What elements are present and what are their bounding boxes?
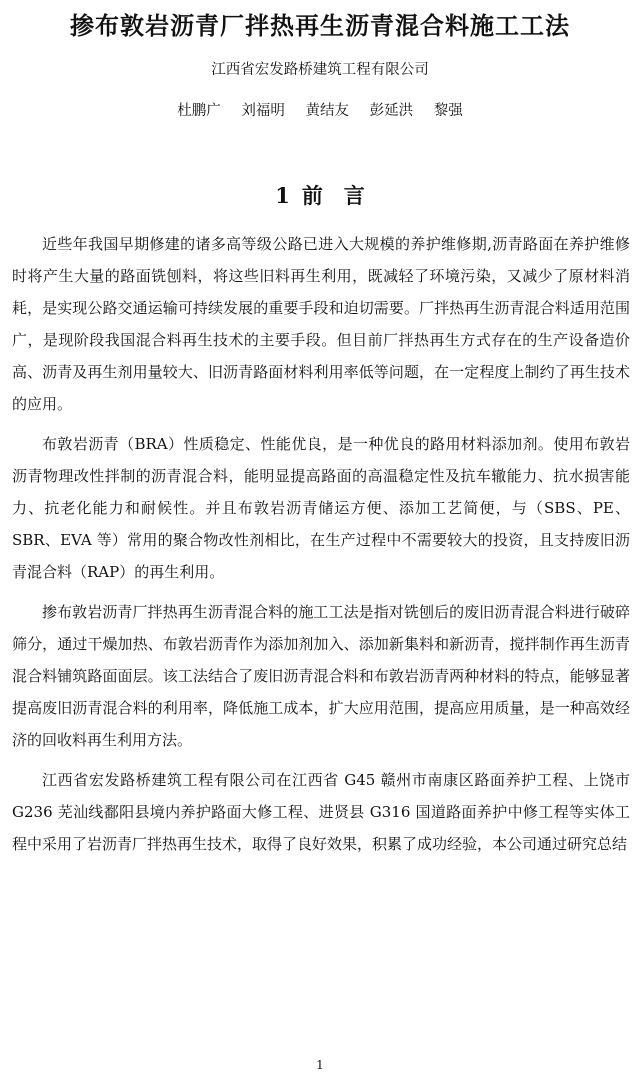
document-title: 掺布敦岩沥青厂拌热再生沥青混合料施工工法 [70, 11, 570, 40]
page-number: 1 [316, 1058, 324, 1072]
author: 杜鹏广 [177, 103, 221, 119]
body-text [12, 228, 630, 868]
author: 黄结友 [305, 103, 349, 119]
paragraph: 掺布敦岩沥青厂拌热再生沥青混合料的施工工法是指对铣刨后的废旧沥青混合料进行破碎筛分，通过干燥加热、布敦岩沥青作为添加剂加入、添加新集料和新沥青，搅拌制作再生沥青混合料铺筑路面面层。该工法结合了废旧沥青混合料和布敦岩沥青两种材料的特点，能够显著提高废旧沥青混合料的利用率，降低施工成本，扩大应用范围，提高应用质量，是一种高效经济的回收料再生利用方法。 [12, 603, 630, 749]
section-number: 1 [275, 183, 290, 208]
author: 黎强 [433, 103, 463, 119]
section-heading [0, 180, 640, 210]
author-list [0, 99, 640, 120]
organization: 江西省宏发路桥建筑工程有限公司 [211, 62, 429, 78]
author: 刘福明 [241, 103, 285, 119]
author: 彭延洪 [369, 103, 414, 119]
paragraph: 近些年我国早期修建的诸多高等级公路已进入大规模的养护维修期,沥青路面在养护维修时将产生大量的路面铣刨料，将这些旧料再生利用，既减轻了环境污染，又减少了原材料消耗，是实现公路交通运输可持续发展的重要手段和迫切需要。厂拌热再生沥青混合料适用范围广，是现阶段我国混合料再生技术的主要手段。但目前厂拌热再生方式存在的生产设备造价高、沥青及再生剂用量较大、旧沥青路面材料利用率低等问题，在一定程度上制约了再生技术的应用。 [12, 235, 630, 413]
paragraph: 江西省宏发路桥建筑工程有限公司在江西省 G45 赣州市南康区路面养护工程、上饶市G236 芜汕线鄱阳县境内养护路面大修工程、进贤县 G316 国道路面养护中修工程等实体工程中采用了岩沥青厂拌热再生技术，取得了良好效果，积累了成功经验，本公司通过研究总结 [12, 771, 630, 853]
paragraph: 布敦岩沥青（BRA）性质稳定、性能优良，是一种优良的路用材料添加剂。使用布敦岩沥青物理改性拌制的沥青混合料，能明显提高路面的高温稳定性及抗车辙能力、抗水损害能力、抗老化能力和耐候性。并且布敦岩沥青储运方便、添加工艺简便，与（SBS、PE、SBR、EVA 等）常用的聚合物改性剂相比，在生产过程中不需要较大的投资，且支持废旧沥青混合料（RAP）的再生利用。 [12, 435, 630, 581]
section-title: 前 言 [301, 183, 365, 208]
